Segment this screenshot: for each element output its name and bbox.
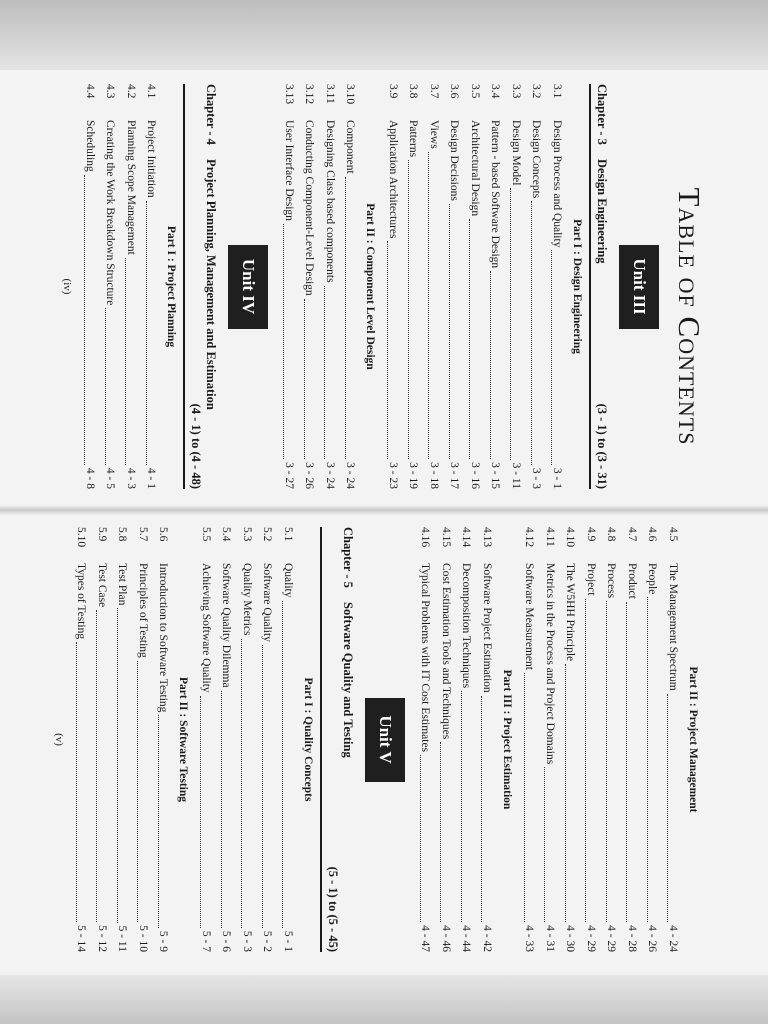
- leader-dots: [221, 691, 237, 928]
- entry-number: 5.2: [261, 527, 274, 542]
- entry-title: Achieving Software Quality: [200, 563, 212, 693]
- entry-page: 3 - 18: [428, 462, 440, 489]
- leader-dots: [345, 177, 361, 459]
- toc-entry: [444, 84, 465, 489]
- entry-title: Quality: [282, 563, 294, 598]
- entry-page: 3 - 26: [303, 462, 316, 489]
- toc-entry: [196, 527, 217, 952]
- toc-list: [519, 527, 683, 952]
- leader-dots: [242, 639, 258, 928]
- toc-entry: [540, 527, 561, 952]
- entry-number: 3.2: [530, 84, 543, 99]
- entry-number: 4.1: [145, 84, 158, 99]
- chapter-title: Project Planning, Management and Estimation: [204, 159, 219, 410]
- entry-page: 4 - 31: [544, 925, 556, 952]
- leader-dots: [490, 271, 506, 459]
- entry-title: Scheduling: [84, 120, 96, 172]
- part-heading: Part I : Quality Concepts: [302, 677, 314, 802]
- entry-number: 3.11: [324, 84, 336, 104]
- leader-dots: [126, 258, 142, 465]
- toc-entry: [642, 527, 663, 952]
- toc-entry: [71, 527, 92, 952]
- toc-entry: [141, 84, 162, 489]
- entry-number: 4.8: [605, 527, 618, 542]
- entry-title: Project: [585, 563, 597, 596]
- leader-dots: [325, 286, 341, 460]
- entry-page: 5 - 9: [157, 930, 170, 952]
- toc-entry: [237, 527, 258, 952]
- entry-number: 3.10: [344, 84, 357, 105]
- entry-title: Application Architectures: [387, 120, 399, 239]
- entry-title: Decomposition Techniques: [460, 563, 473, 689]
- part-heading: Part I : Project Planning: [165, 225, 178, 348]
- entry-page: 4 - 33: [523, 925, 536, 952]
- entry-page: 4 - 47: [419, 925, 432, 952]
- book-spine: [0, 505, 768, 515]
- toc-entry: [403, 84, 424, 489]
- entry-title: Design Concepts: [530, 120, 543, 199]
- part-heading: Part I : Design Engineering: [571, 219, 583, 354]
- unit-iv-badge: Unit IV: [229, 245, 269, 329]
- chapter-number: Chapter - 5: [341, 527, 355, 588]
- leader-dots: [449, 204, 465, 459]
- leader-dots: [647, 597, 663, 922]
- page-title: Table of Contents: [672, 187, 707, 446]
- leader-dots: [304, 299, 320, 459]
- entry-number: 4.6: [646, 527, 659, 542]
- leader-dots: [201, 696, 217, 928]
- entry-number: 4.3: [104, 84, 117, 99]
- entry-page: 3 - 24: [324, 462, 336, 489]
- entry-number: 5.5: [200, 527, 212, 542]
- part-heading: Part II : Project Management: [687, 666, 699, 813]
- toc-list: [71, 527, 174, 952]
- chapter-title: Software Quality and Testing: [341, 602, 355, 758]
- toc-entry: [216, 527, 237, 952]
- toc-entry: [340, 84, 361, 489]
- leader-dots: [565, 664, 581, 922]
- leader-dots: [284, 224, 300, 459]
- entry-title: Patterns: [407, 120, 420, 158]
- entry-number: 4.4: [84, 84, 96, 99]
- entry-title: The Management Spectrum: [667, 563, 679, 691]
- entry-title: Test Plan: [116, 563, 129, 606]
- toc-list: [196, 527, 299, 952]
- entry-title: Software Project Estimation: [481, 563, 493, 693]
- part-heading: Part II : Component Level Design: [364, 203, 377, 370]
- toc-entry: [465, 84, 486, 489]
- entry-page: 4 - 30: [564, 925, 577, 952]
- entry-title: Component: [344, 120, 357, 174]
- toc-list: [383, 84, 568, 489]
- chapter-page-range: (5 - 1) to (5 - 45): [326, 866, 340, 952]
- entry-title: Test Case: [96, 563, 108, 608]
- toc-entry: [92, 527, 113, 952]
- entry-title: Design Process and Quality: [551, 120, 563, 248]
- entry-page: 5 - 10: [137, 925, 149, 952]
- toc-entry: [299, 84, 320, 489]
- entry-title: Software Measurement: [523, 563, 536, 670]
- entry-page: 4 - 42: [481, 925, 493, 952]
- toc-entry: [601, 527, 622, 952]
- chapter-title: Design Engineering: [595, 159, 609, 264]
- scan-background-bottom: [0, 975, 768, 1024]
- page-v: [53, 527, 705, 952]
- entry-number: 4.16: [419, 527, 432, 548]
- entry-page: 3 - 11: [510, 462, 522, 489]
- entry-title: Introduction to Software Testing: [157, 563, 170, 713]
- leader-dots: [470, 219, 486, 459]
- entry-title: Planning Scope Management: [125, 120, 137, 255]
- entry-number: 5.7: [137, 527, 149, 542]
- entry-number: 4.13: [481, 527, 493, 548]
- entry-number: 3.13: [283, 84, 295, 105]
- leader-dots: [117, 608, 133, 922]
- leader-dots: [420, 755, 436, 922]
- leader-dots: [531, 201, 547, 465]
- leader-dots: [262, 645, 278, 928]
- entry-title: Software Quality: [261, 563, 274, 642]
- entry-page: 4 - 1: [145, 467, 158, 489]
- part-heading: Part II : Software Testing: [177, 676, 190, 802]
- scan-background-top: [0, 0, 768, 70]
- entry-number: 3.9: [387, 84, 399, 99]
- entry-page: 4 - 29: [585, 925, 597, 952]
- entry-number: 4.7: [626, 527, 638, 542]
- toc-entry: [257, 527, 278, 952]
- leader-dots: [552, 250, 568, 464]
- entry-title: Views: [428, 120, 440, 149]
- entry-title: Designing Class based components: [324, 120, 336, 283]
- entry-page: 3 - 23: [387, 462, 399, 489]
- unit-v-badge: Unit V: [365, 698, 405, 782]
- toc-entry: [622, 527, 643, 952]
- entry-number: 3.12: [303, 84, 316, 105]
- leader-dots: [606, 601, 622, 922]
- entry-number: 3.4: [489, 84, 502, 99]
- entry-page: 3 - 1: [551, 467, 563, 489]
- entry-number: 3.5: [469, 84, 481, 99]
- leader-dots: [388, 241, 404, 459]
- toc-entry: [456, 527, 477, 952]
- entry-title: Metrics in the Process and Project Domains: [544, 563, 556, 765]
- leader-dots: [441, 742, 457, 922]
- entry-page: 5 - 14: [75, 925, 88, 952]
- toc-entry: [560, 527, 581, 952]
- entry-page: 4 - 5: [104, 467, 117, 489]
- leader-dots: [461, 691, 477, 922]
- entry-page: 5 - 7: [200, 930, 212, 952]
- entry-title: The W5HH Principle: [564, 563, 577, 662]
- page-number: (v): [53, 733, 65, 746]
- entry-page: 3 - 3: [530, 467, 543, 489]
- entry-page: 5 - 11: [116, 925, 129, 952]
- toc-entry: [121, 84, 142, 489]
- part-heading: Part III : Project Estimation: [501, 669, 513, 810]
- entry-page: 4 - 26: [646, 925, 659, 952]
- entry-number: 5.8: [116, 527, 129, 542]
- leader-dots: [429, 152, 445, 459]
- toc-entry: [424, 84, 445, 489]
- chapter-number: Chapter - 4: [204, 84, 219, 145]
- toc-entry: [279, 84, 300, 489]
- entry-page: 3 - 15: [489, 462, 502, 489]
- entry-number: 3.3: [510, 84, 522, 99]
- leader-dots: [408, 160, 424, 459]
- entry-page: 3 - 17: [448, 462, 461, 489]
- entry-title: Creating the Work Breakdown Structure: [104, 120, 117, 306]
- toc-entry: [436, 527, 457, 952]
- entry-title: Project Initiation: [145, 120, 158, 198]
- page-iv: [63, 84, 713, 489]
- leader-dots: [283, 601, 299, 928]
- leader-dots: [97, 610, 113, 922]
- chapter-page-range: (4 - 1) to (4 - 48): [189, 403, 204, 489]
- toc-list: [80, 84, 162, 489]
- chapter-page-range: (3 - 1) to (3 - 31): [595, 403, 609, 489]
- entry-title: Quality Metrics: [241, 563, 253, 636]
- entry-page: 5 - 12: [96, 925, 108, 952]
- entry-title: Process: [605, 563, 618, 599]
- chapter-4-heading: [184, 84, 219, 489]
- entry-title: Architectural Design: [469, 120, 481, 217]
- leader-dots: [586, 599, 602, 923]
- entry-title: Design Decisions: [448, 120, 461, 201]
- entry-number: 3.1: [551, 84, 563, 99]
- entry-number: 5.1: [282, 527, 294, 542]
- page-number: (iv): [61, 278, 74, 295]
- entry-title: Pattern - based Software Design: [489, 120, 502, 269]
- entry-number: 5.4: [220, 527, 233, 542]
- toc-entry: [519, 527, 540, 952]
- toc-entry: [278, 527, 299, 952]
- leader-dots: [138, 661, 154, 922]
- entry-number: 4.2: [125, 84, 137, 99]
- entry-page: 3 - 27: [283, 462, 295, 489]
- leader-dots: [668, 694, 684, 922]
- toc-entry: [581, 527, 602, 952]
- entry-number: 4.11: [544, 527, 556, 547]
- entry-number: 4.12: [523, 527, 536, 548]
- toc-entry: [112, 527, 133, 952]
- leader-dots: [76, 642, 92, 922]
- toc-entry: [383, 84, 404, 489]
- toc-entry: [320, 84, 341, 489]
- entry-number: 4.14: [460, 527, 473, 548]
- entry-title: Product: [626, 563, 638, 599]
- entry-number: 4.10: [564, 527, 577, 548]
- entry-page: 3 - 16: [469, 462, 481, 489]
- entry-page: 4 - 44: [460, 925, 473, 952]
- toc-entry: [80, 84, 101, 489]
- entry-page: 3 - 19: [407, 462, 420, 489]
- toc-entry: [133, 527, 154, 952]
- toc-list: [279, 84, 361, 489]
- leader-dots: [158, 715, 174, 927]
- entry-title: Software Quality Dilemma: [220, 563, 233, 688]
- entry-title: Typical Problems with IT Cost Estimates: [419, 563, 432, 753]
- chapter-5-heading: [320, 527, 355, 952]
- entry-page: 5 - 3: [241, 930, 253, 952]
- chapter-number: Chapter - 3: [595, 84, 609, 145]
- leader-dots: [85, 175, 101, 465]
- entry-page: 5 - 1: [282, 930, 294, 952]
- entry-title: Types of Testing: [75, 563, 88, 640]
- entry-title: Design Model: [510, 120, 522, 186]
- entry-title: User Interface Design: [283, 120, 295, 221]
- leader-dots: [545, 767, 561, 922]
- entry-page: 4 - 3: [125, 467, 137, 489]
- entry-number: 5.6: [157, 527, 170, 542]
- entry-page: 4 - 46: [440, 925, 452, 952]
- entry-number: 5.9: [96, 527, 108, 542]
- entry-page: 4 - 8: [84, 467, 96, 489]
- entry-page: 5 - 2: [261, 930, 274, 952]
- toc-entry: [100, 84, 121, 489]
- leader-dots: [105, 308, 121, 465]
- entry-number: 5.3: [241, 527, 253, 542]
- toc-entry: [153, 527, 174, 952]
- entry-title: Cost Estimation Tools and Techniques: [440, 563, 452, 740]
- chapter-3-heading: [589, 84, 609, 489]
- entry-number: 3.8: [407, 84, 420, 99]
- entry-number: 4.5: [667, 527, 679, 542]
- entry-number: 3.6: [448, 84, 461, 99]
- entry-number: 4.9: [585, 527, 597, 542]
- toc-entry: [663, 527, 684, 952]
- leader-dots: [482, 696, 498, 922]
- entry-title: People: [646, 563, 659, 595]
- toc-entry: [415, 527, 436, 952]
- entry-page: 5 - 6: [220, 930, 233, 952]
- entry-title: Conducting Component-Level Design: [303, 120, 316, 296]
- entry-title: Principles of Testing: [137, 563, 149, 658]
- entry-number: 3.7: [428, 84, 440, 99]
- entry-page: 4 - 24: [667, 925, 679, 952]
- entry-page: 3 - 24: [344, 462, 357, 489]
- toc-entry: [526, 84, 547, 489]
- entry-number: 4.15: [440, 527, 452, 548]
- toc-entry: [485, 84, 506, 489]
- leader-dots: [627, 602, 643, 922]
- entry-page: 4 - 28: [626, 925, 638, 952]
- leader-dots: [524, 673, 540, 922]
- unit-iii-badge: Unit III: [619, 245, 659, 329]
- toc-list: [415, 527, 497, 952]
- toc-entry: [506, 84, 527, 489]
- leader-dots: [511, 188, 527, 459]
- entry-page: 4 - 29: [605, 925, 618, 952]
- leader-dots: [146, 201, 162, 465]
- toc-entry: [477, 527, 498, 952]
- toc-entry: [547, 84, 568, 489]
- entry-number: 5.10: [75, 527, 88, 548]
